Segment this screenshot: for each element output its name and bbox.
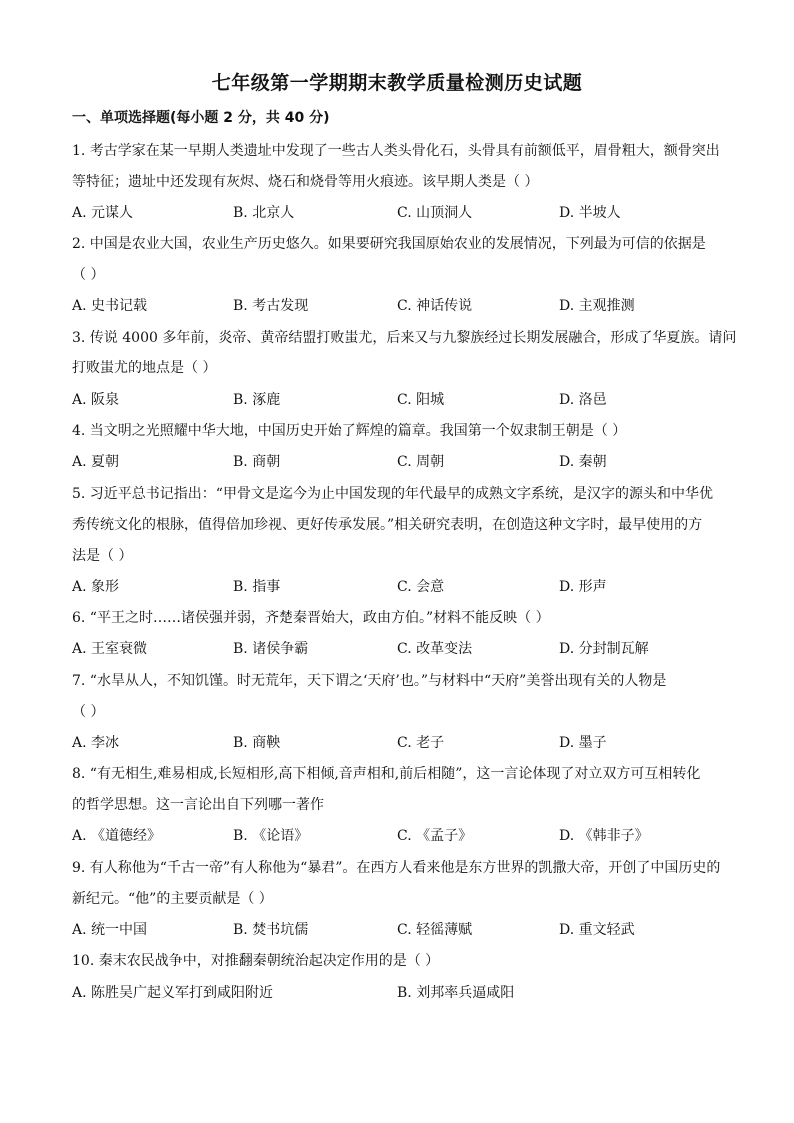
option-c: C. 会意 [397,579,445,595]
question-9-options [72,920,732,940]
option-b: B. 刘邦率兵逼咸阳 [397,985,515,1001]
option-c: C. 改革变法 [397,641,473,657]
question-8-line-2: 的哲学思想。这一言论出自下列哪一著作 [72,797,324,813]
question-10-line-1: 10. 秦末农民战争中，对推翻秦朝统治起决定作用的是（ ） [72,953,440,969]
question-4-options [72,452,732,472]
question-5-line-1: 5. 习近平总书记指出：“甲骨文是迄今为止中国发现的年代最早的成熟文字系统，是汉字的源头和中华优 [72,486,713,502]
question-2-line-2: （ ） [72,267,105,283]
question-6-options [72,639,732,659]
question-6-line-1: 6. “平王之时……诸侯强并弱，齐楚秦晋始大，政由方伯。”材料不能反映（ ） [72,610,550,626]
option-d: D. 主观推测 [559,298,635,314]
option-c: C. 阳城 [397,392,445,408]
question-5-options [72,577,732,597]
question-8-line-1: 8. “有无相生,难易相成,长短相形,高下相倾,音声相和,前后相随”，这一言论体现了对立双方可互相转化 [72,766,701,782]
question-7-options [72,733,732,753]
option-c: C. 周朝 [397,454,445,470]
question-9-line-1: 9. 有人称他为“千古一帝”有人称他为“暴君”。在西方人看来他是东方世界的凯撒大帝，开创了中国历史的 [72,860,721,876]
option-a: A. 阪泉 [72,392,120,408]
question-4-line-1: 4. 当文明之光照耀中华大地，中国历史开始了辉煌的篇章。我国第一个奴隶制王朝是（ ） [72,423,627,439]
question-1-options [72,203,732,223]
question-7-line-1: 7. “水旱从人，不知饥馑。时无荒年，天下谓之‘天府’也。”与材料中“天府”美誉出现有关的人物是 [72,673,667,689]
question-9-line-2: 新纪元。“他”的主要贡献是（ ） [72,891,273,907]
option-c: C. 轻徭薄赋 [397,922,473,938]
question-1-line-1: 1. 考古学家在某一早期人类遗址中发现了一些古人类头骨化石，头骨具有前额低平，眉骨粗大，额骨突出 [72,143,720,159]
option-a: A. 元谋人 [72,205,134,221]
question-1-line-2: 等特征；遗址中还发现有灰烬、烧石和烧骨等用火痕迹。该早期人类是（ ） [72,174,539,190]
option-b: B. 商鞅 [233,735,281,751]
question-10-options [72,983,732,1003]
question-3-options [72,390,732,410]
option-b: B. 北京人 [233,205,295,221]
question-2-options [72,296,732,316]
option-a: A. 史书记载 [72,298,148,314]
question-2-line-1: 2. 中国是农业大国，农业生产历史悠久。如果要研究我国原始农业的发展情况，下列最为可信的依据是 [72,236,706,252]
option-c: C. 神话传说 [397,298,473,314]
question-5-line-3: 法是（ ） [72,548,133,564]
option-a: A. 夏朝 [72,454,120,470]
option-b: B. 指事 [233,579,281,595]
option-a: A. 王室衰微 [72,641,148,657]
option-d: D. 分封制瓦解 [559,641,649,657]
question-5-line-2: 秀传统文化的根脉，值得倍加珍视、更好传承发展。”相关研究表明，在创造这种文字时，最早使用的方 [72,517,703,533]
option-d: D. 形声 [559,579,607,595]
option-b: B. 诸侯争霸 [233,641,309,657]
page-title: 七年级第一学期期末教学质量检测历史试题 [211,72,583,94]
question-3-line-2: 打败蚩尤的地点是（ ） [72,360,217,376]
option-c: C. 山顶洞人 [397,205,473,221]
question-8-options [72,826,732,846]
option-c: C. 《孟子》 [397,828,473,844]
option-d: D. 重文轻武 [559,922,635,938]
option-a: A. 《道德经》 [72,828,162,844]
option-d: D. 《韩非子》 [559,828,649,844]
option-b: B. 焚书坑儒 [233,922,309,938]
section-heading: 一、单项选择题(每小题 2 分，共 40 分) [72,110,330,126]
question-7-line-2: （ ） [72,704,105,720]
question-3-line-1: 3. 传说 4000 多年前，炎帝、黄帝结盟打败蚩尤，后来又与九黎族经过长期发展融合，形成了华夏族。请问 [72,330,737,346]
option-d: D. 洛邑 [559,392,607,408]
option-a: A. 李冰 [72,735,120,751]
option-a: A. 象形 [72,579,120,595]
option-b: B. 《论语》 [233,828,309,844]
option-a: A. 陈胜吴广起义军打到咸阳附近 [72,985,274,1001]
option-d: D. 半坡人 [559,205,621,221]
option-b: B. 考古发现 [233,298,309,314]
option-a: A. 统一中国 [72,922,148,938]
option-b: B. 商朝 [233,454,281,470]
option-c: C. 老子 [397,735,445,751]
option-d: D. 秦朝 [559,454,607,470]
option-b: B. 涿鹿 [233,392,281,408]
option-d: D. 墨子 [559,735,607,751]
